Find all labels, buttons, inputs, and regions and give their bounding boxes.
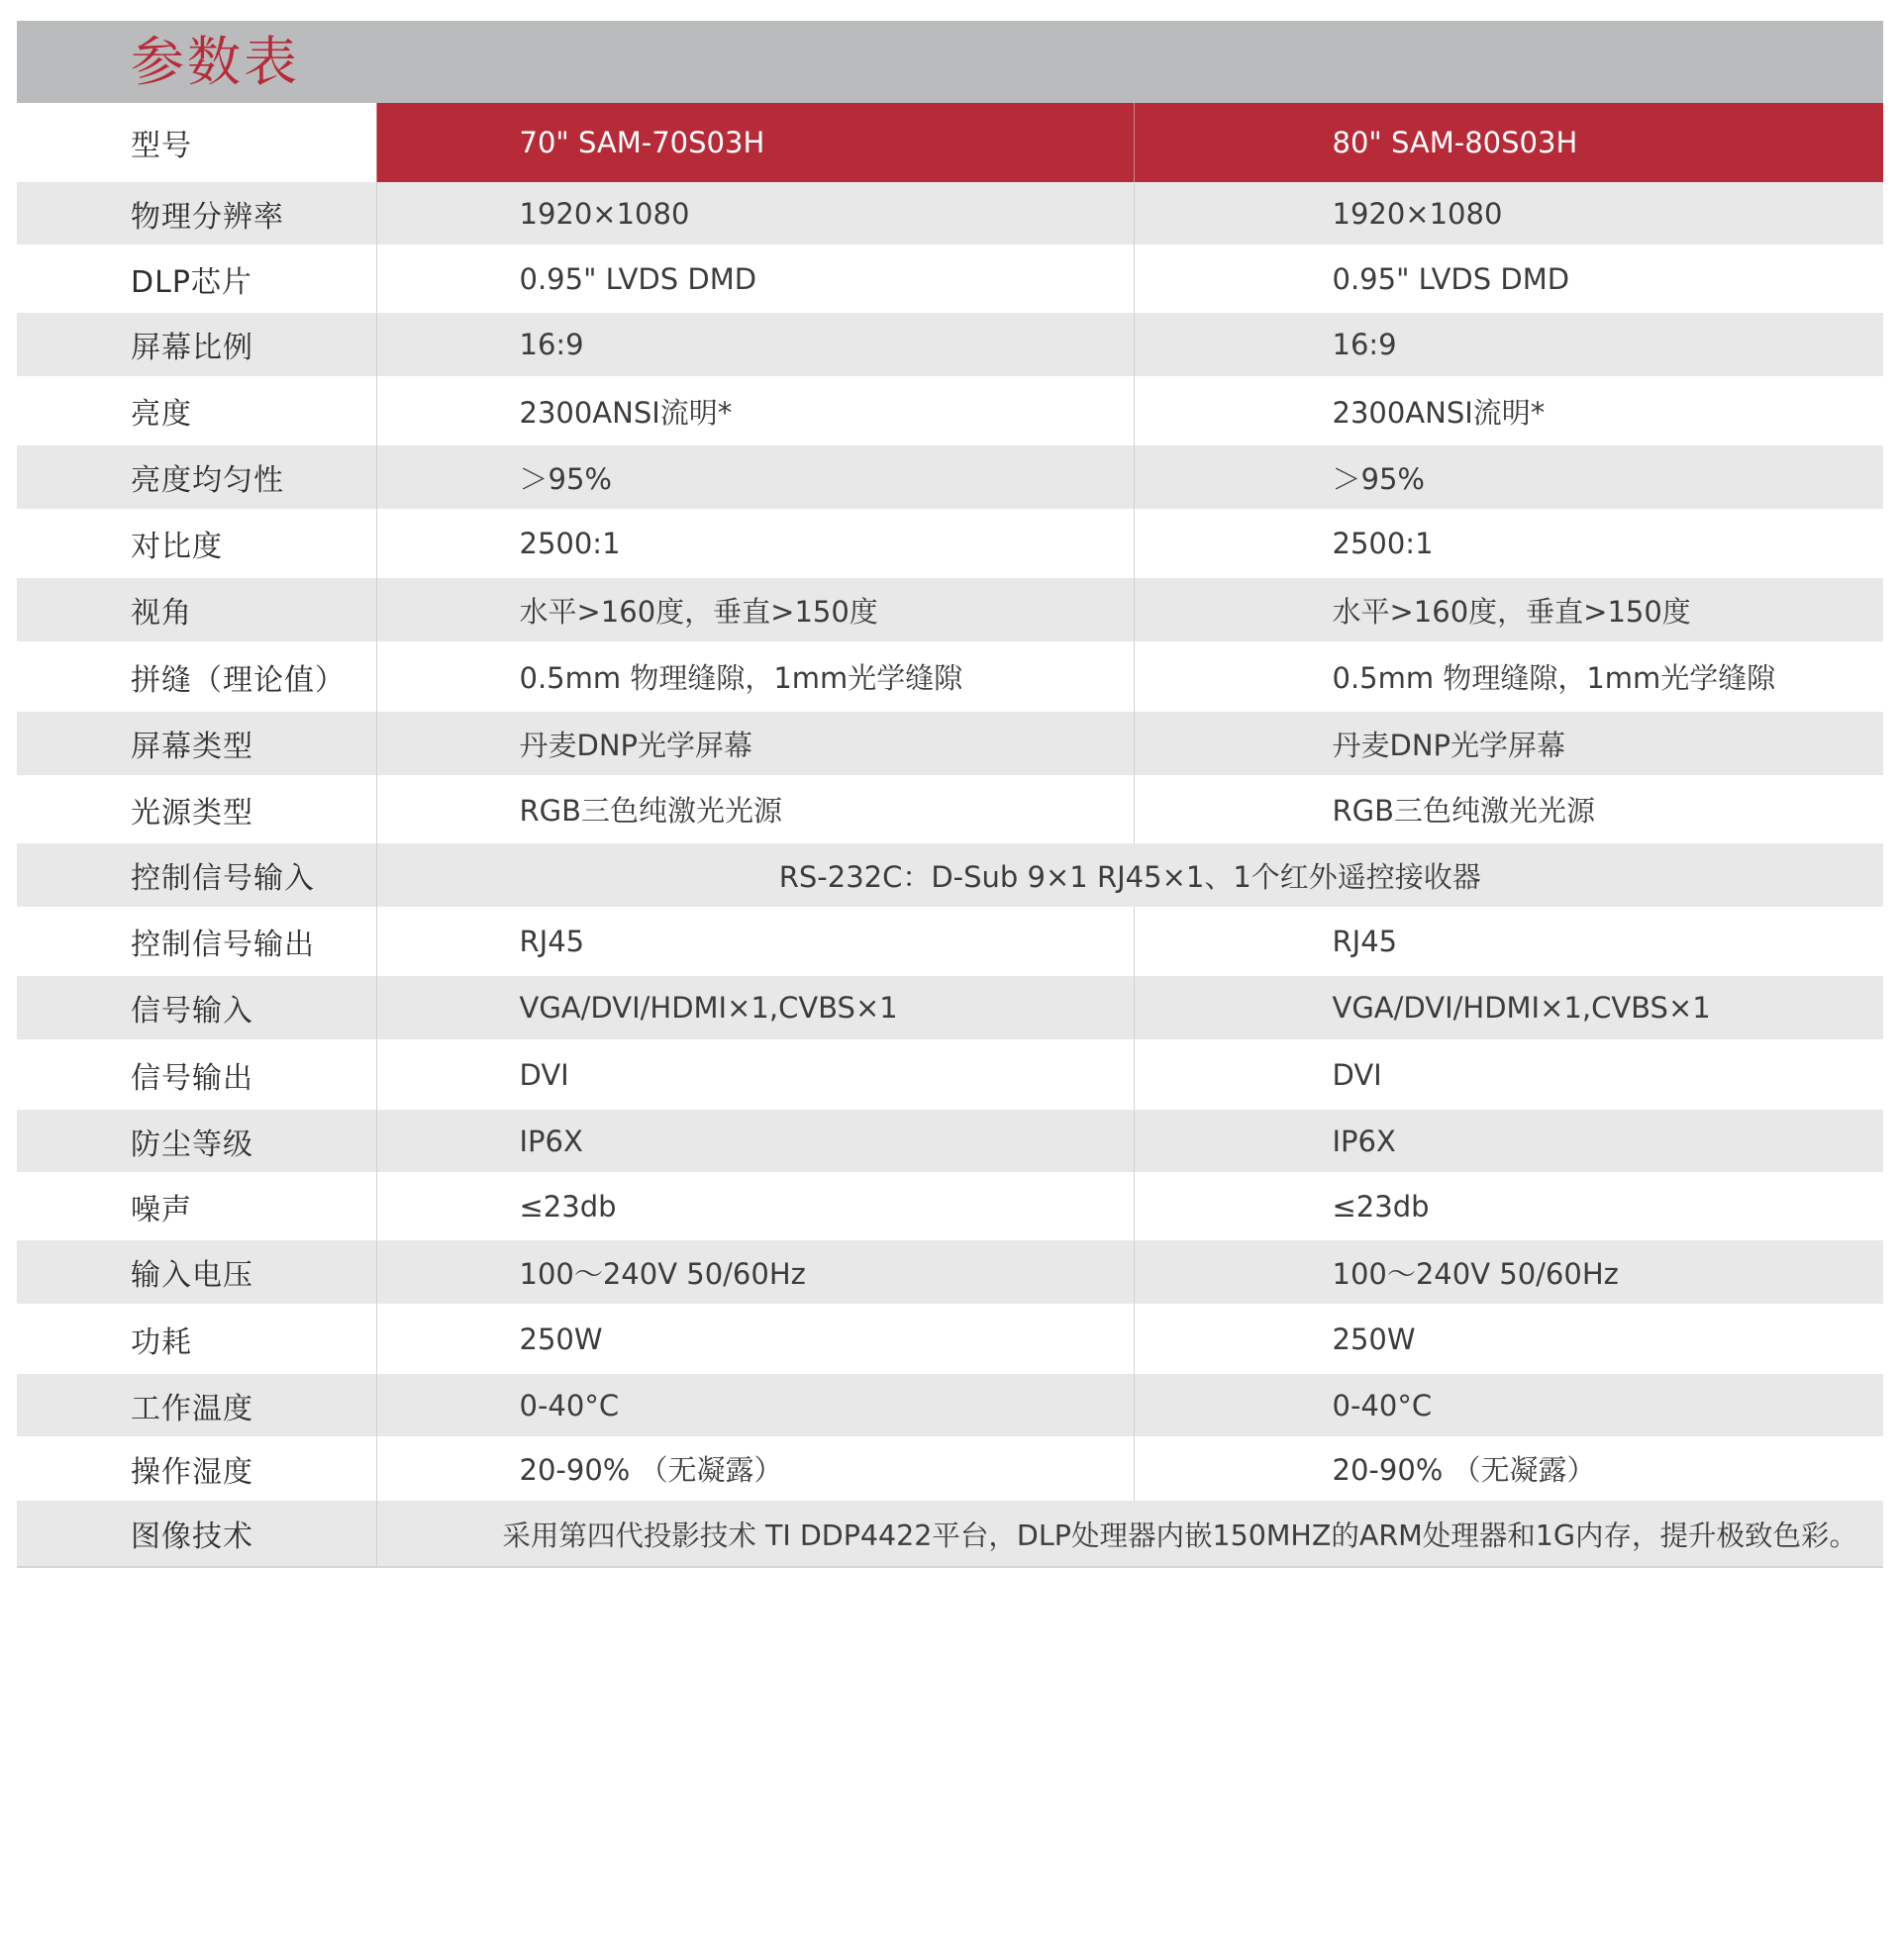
table-row (17, 1436, 1883, 1501)
row-value-model-a: DVI (376, 1039, 1134, 1110)
row-value-model-a: 2500:1 (376, 509, 1134, 578)
row-value-shared: 采用第四代投影技术 TI DDP4422平台，DLP处理器内嵌150MHZ的ARM处理器和1G内存，提升极致色彩。 (376, 1501, 1883, 1566)
row-label: 控制信号输入 (17, 843, 376, 907)
spec-table (17, 103, 1883, 1566)
row-value-model-a: 1920×1080 (376, 182, 1134, 245)
table-row (17, 1110, 1883, 1172)
table-row (17, 976, 1883, 1039)
row-label: 屏幕类型 (17, 712, 376, 775)
row-value-model-b: 0.95" LVDS DMD (1134, 245, 1883, 313)
row-value-model-a: VGA/DVI/HDMI×1,CVBS×1 (376, 976, 1134, 1039)
row-label: 噪声 (17, 1172, 376, 1240)
table-row (17, 1304, 1883, 1374)
row-value-model-b: RJ45 (1134, 907, 1883, 976)
row-label: 信号输入 (17, 976, 376, 1039)
row-label: 光源类型 (17, 775, 376, 843)
row-label: 物理分辨率 (17, 182, 376, 245)
row-value-model-b: 0-40°C (1134, 1374, 1883, 1436)
table-row (17, 907, 1883, 976)
row-value-model-a: 0.95" LVDS DMD (376, 245, 1134, 313)
table-row (17, 509, 1883, 578)
row-value-model-b: 水平>160度，垂直>150度 (1134, 578, 1883, 641)
header-label: 型号 (17, 103, 376, 182)
row-label: 信号输出 (17, 1039, 376, 1110)
row-label: 视角 (17, 578, 376, 641)
spec-table-body (17, 103, 1883, 1566)
header-row (17, 103, 1883, 182)
table-row (17, 182, 1883, 245)
table-row (17, 245, 1883, 313)
row-label: 工作温度 (17, 1374, 376, 1436)
row-value-model-b: VGA/DVI/HDMI×1,CVBS×1 (1134, 976, 1883, 1039)
row-label: 操作湿度 (17, 1436, 376, 1501)
row-value-model-b: ≤23db (1134, 1172, 1883, 1240)
table-row (17, 1501, 1883, 1566)
model-b-header: 80" SAM-80S03H (1134, 103, 1883, 182)
row-value-model-a: IP6X (376, 1110, 1134, 1172)
row-value-model-b: 2500:1 (1134, 509, 1883, 578)
table-row (17, 775, 1883, 843)
row-label: 图像技术 (17, 1501, 376, 1566)
row-label: 亮度均匀性 (17, 445, 376, 509)
row-value-model-a: 0.5mm 物理缝隙，1mm光学缝隙 (376, 641, 1134, 712)
row-value-model-b: 250W (1134, 1304, 1883, 1374)
row-label: 对比度 (17, 509, 376, 578)
row-label: DLP芯片 (17, 245, 376, 313)
row-value-model-b: ＞95% (1134, 445, 1883, 509)
table-row (17, 313, 1883, 376)
table-row (17, 445, 1883, 509)
row-value-model-a: 水平>160度，垂直>150度 (376, 578, 1134, 641)
row-value-model-b: 16:9 (1134, 313, 1883, 376)
table-row (17, 641, 1883, 712)
row-value-model-b: RGB三色纯激光光源 (1134, 775, 1883, 843)
row-value-model-a: 250W (376, 1304, 1134, 1374)
row-value-model-a: 丹麦DNP光学屏幕 (376, 712, 1134, 775)
table-row (17, 578, 1883, 641)
page-title: 参数表 (131, 31, 300, 93)
row-label: 拼缝（理论值） (17, 641, 376, 712)
table-row (17, 1374, 1883, 1436)
row-label: 控制信号输出 (17, 907, 376, 976)
row-value-model-b: 20-90% （无凝露） (1134, 1436, 1883, 1501)
model-a-header: 70" SAM-70S03H (376, 103, 1134, 182)
row-value-shared: RS-232C：D-Sub 9×1 RJ45×1、1个红外遥控接收器 (376, 843, 1883, 907)
table-row (17, 843, 1883, 907)
row-value-model-a: ≤23db (376, 1172, 1134, 1240)
title-bar (17, 21, 1883, 103)
table-row (17, 712, 1883, 775)
row-label: 屏幕比例 (17, 313, 376, 376)
row-label: 亮度 (17, 376, 376, 445)
row-label: 输入电压 (17, 1240, 376, 1304)
row-value-model-b: 1920×1080 (1134, 182, 1883, 245)
row-value-model-a: ＞95% (376, 445, 1134, 509)
row-value-model-b: DVI (1134, 1039, 1883, 1110)
table-row (17, 1039, 1883, 1110)
row-value-model-a: 100～240V 50/60Hz (376, 1240, 1134, 1304)
row-value-model-b: IP6X (1134, 1110, 1883, 1172)
row-value-model-b: 0.5mm 物理缝隙，1mm光学缝隙 (1134, 641, 1883, 712)
row-value-model-a: 16:9 (376, 313, 1134, 376)
row-value-model-a: 2300ANSI流明* (376, 376, 1134, 445)
row-value-model-a: 0-40°C (376, 1374, 1134, 1436)
table-row (17, 376, 1883, 445)
row-value-model-a: RJ45 (376, 907, 1134, 976)
table-row (17, 1172, 1883, 1240)
row-value-model-b: 2300ANSI流明* (1134, 376, 1883, 445)
row-value-model-b: 丹麦DNP光学屏幕 (1134, 712, 1883, 775)
row-label: 功耗 (17, 1304, 376, 1374)
row-label: 防尘等级 (17, 1110, 376, 1172)
row-value-model-a: 20-90% （无凝露） (376, 1436, 1134, 1501)
table-row (17, 1240, 1883, 1304)
row-value-model-a: RGB三色纯激光光源 (376, 775, 1134, 843)
row-value-model-b: 100～240V 50/60Hz (1134, 1240, 1883, 1304)
spec-sheet (17, 21, 1883, 1568)
